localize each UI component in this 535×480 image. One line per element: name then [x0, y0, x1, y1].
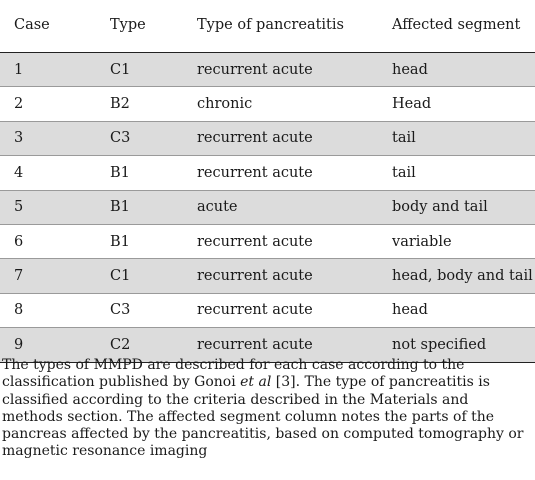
table-row	[0, 156, 535, 190]
cell-segment: head, body and tail	[378, 259, 535, 293]
header-type: Type	[96, 0, 183, 53]
cell-segment: variable	[378, 224, 535, 258]
cell-type: B1	[96, 190, 183, 224]
cell-pancreatitis: recurrent acute	[183, 224, 378, 258]
cell-type: C3	[96, 293, 183, 327]
cell-type: B1	[96, 156, 183, 190]
cell-segment: tail	[378, 121, 535, 155]
cell-case: 8	[0, 293, 96, 327]
cell-pancreatitis: recurrent acute	[183, 259, 378, 293]
cell-case: 4	[0, 156, 96, 190]
header-case: Case	[0, 0, 96, 53]
cell-case: 5	[0, 190, 96, 224]
cell-segment: not specified	[378, 328, 535, 362]
cell-segment: Head	[378, 87, 535, 121]
cell-type: C2	[96, 328, 183, 362]
cell-case: 9	[0, 328, 96, 362]
header-affected-segment: Affected segment	[378, 0, 535, 53]
cell-segment: tail	[378, 156, 535, 190]
cell-segment: head	[378, 293, 535, 327]
footnote-text-start: The types of MMPD are described for each case according to the classification published by Gonoi	[2, 357, 465, 391]
cell-pancreatitis: recurrent acute	[183, 156, 378, 190]
cell-type: C3	[96, 121, 183, 155]
cell-segment: body and tail	[378, 190, 535, 224]
cell-segment: head	[378, 53, 535, 87]
table-row	[0, 121, 535, 155]
table-row	[0, 224, 535, 258]
table-row	[0, 87, 535, 121]
cell-pancreatitis: acute	[183, 190, 378, 224]
cell-case: 7	[0, 259, 96, 293]
cell-pancreatitis: recurrent acute	[183, 53, 378, 87]
cell-pancreatitis: recurrent acute	[183, 328, 378, 362]
footnote-et-al: et al	[240, 374, 272, 391]
cell-type: C1	[96, 259, 183, 293]
cell-pancreatitis: chronic	[183, 87, 378, 121]
table-row	[0, 53, 535, 87]
cell-case: 1	[0, 53, 96, 87]
cell-case: 2	[0, 87, 96, 121]
cell-type: B2	[96, 87, 183, 121]
table-row	[0, 259, 535, 293]
cell-type: C1	[96, 53, 183, 87]
table-row	[0, 190, 535, 224]
cell-case: 3	[0, 121, 96, 155]
header-type-of-pancreatitis: Type of pancreatitis	[183, 0, 378, 53]
table-row	[0, 293, 535, 327]
footnote-text-end: [3]. The type of pancreatitis is classified according to the criteria described in the Materials and methods section. The affected segment column notes the parts of the pancreas affected by the pancreatitis, based on computed tomography or magnetic resonance imaging	[2, 374, 524, 460]
cell-case: 6	[0, 224, 96, 258]
cell-pancreatitis: recurrent acute	[183, 121, 378, 155]
table-header-row	[0, 0, 535, 53]
cell-pancreatitis: recurrent acute	[183, 293, 378, 327]
table-footnote	[2, 357, 532, 461]
cell-type: B1	[96, 224, 183, 258]
